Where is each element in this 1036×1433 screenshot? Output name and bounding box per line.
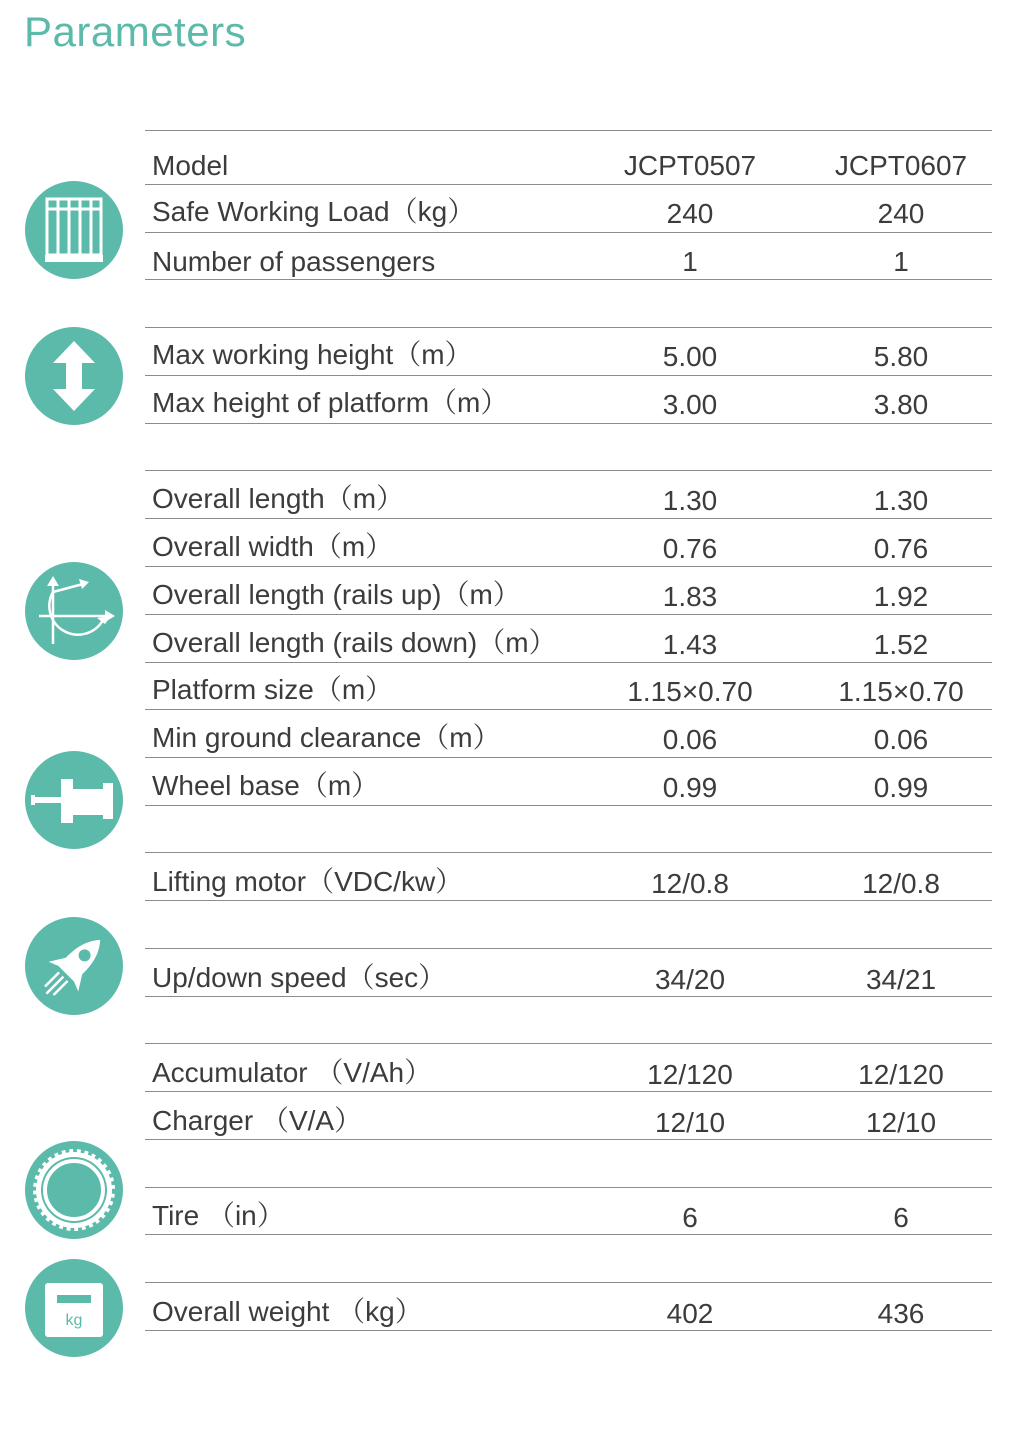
row-value-model-1: 1 [682, 246, 698, 277]
row-label: Overall length (rails up)（m） [152, 579, 521, 610]
row-label: Wheel base（m） [152, 770, 380, 801]
row-label: Overall length (rails down)（m） [152, 627, 557, 658]
table-row [145, 1095, 992, 1141]
row-label: Accumulator （V/Ah） [152, 1057, 433, 1088]
row-value-model-1: 6 [682, 1202, 698, 1233]
table-row [145, 473, 992, 519]
table-rule [145, 423, 992, 424]
row-value-model-2: 6 [893, 1202, 909, 1233]
row-label: Overall width（m） [152, 531, 394, 562]
row-value-model-1: 1.83 [662, 581, 718, 612]
table-rule [145, 948, 992, 949]
table-row [145, 377, 992, 423]
table-row [145, 1190, 992, 1236]
table-rule [145, 232, 992, 233]
vertical-arrows-icon [25, 327, 123, 425]
row-value-model-2: 1 [893, 246, 909, 277]
row-value-model-2: 5.80 [873, 341, 929, 372]
row-value-model-2: 0.99 [873, 772, 929, 803]
row-value-model-1: 0.99 [662, 772, 718, 803]
row-value-model-1: 0.76 [662, 533, 718, 564]
table-row [145, 712, 992, 758]
row-value-model-2: 1.15×0.70 [838, 676, 964, 707]
row-label: Tire （in） [152, 1200, 285, 1231]
row-value-model-2: 1.52 [873, 629, 929, 660]
row-label: Max working height（m） [152, 339, 473, 370]
row-value-model-1: 1.15×0.70 [627, 676, 753, 707]
row-value-model-2: 0.76 [873, 533, 929, 564]
header-label: Model [152, 150, 229, 181]
table-row [145, 186, 992, 232]
weight-icon-label: kg [65, 1312, 83, 1329]
row-value-model-1: 1.43 [662, 629, 718, 660]
table-rule [145, 852, 992, 853]
row-value-model-1: 12/10 [654, 1107, 726, 1138]
row-label: Min ground clearance（m） [152, 722, 501, 753]
row-value-model-2: 240 [877, 198, 925, 229]
table-row [145, 856, 992, 902]
row-value-model-2: 12/0.8 [862, 868, 940, 899]
table-row [145, 664, 992, 710]
table-rule [145, 1282, 992, 1283]
table-row [145, 760, 992, 806]
row-value-model-1: 5.00 [662, 341, 718, 372]
table-row [145, 234, 992, 280]
row-value-model-2: 1.92 [873, 581, 929, 612]
table-header-row [145, 138, 992, 184]
row-value-model-2: 12/10 [865, 1107, 937, 1138]
row-label: Lifting motor（VDC/kw） [152, 866, 464, 897]
axes-rotation-icon [25, 562, 123, 660]
page-title: Parameters [24, 8, 247, 55]
row-value-model-1: 12/120 [647, 1059, 733, 1090]
row-label: Safe Working Load（kg） [152, 196, 476, 227]
table-rule [145, 130, 992, 131]
row-value-model-2: 0.06 [873, 724, 929, 755]
row-value-model-1: 3.00 [662, 389, 718, 420]
row-value-model-2: 34/21 [865, 964, 937, 995]
row-label: Overall weight （kg） [152, 1296, 423, 1327]
row-label: Number of passengers [152, 246, 436, 277]
row-value-model-1: 1.30 [662, 485, 718, 516]
row-label: Max height of platform（m） [152, 387, 509, 418]
motor-icon [25, 751, 123, 849]
row-label: Platform size（m） [152, 674, 394, 705]
table-rule [145, 327, 992, 328]
platform-icon [25, 181, 123, 279]
row-label: Up/down speed（sec） [152, 962, 447, 993]
row-value-model-2: 436 [877, 1298, 925, 1329]
table-rule [145, 1187, 992, 1188]
table-row [145, 329, 992, 375]
table-row [145, 617, 992, 663]
table-row [145, 521, 992, 567]
table-row [145, 952, 992, 998]
table-row [145, 569, 992, 615]
row-value-model-1: 0.06 [662, 724, 718, 755]
header-model-2: JCPT0607 [834, 150, 968, 181]
table-row [145, 1286, 992, 1332]
row-label: Charger （V/A） [152, 1105, 363, 1136]
row-value-model-1: 240 [666, 198, 714, 229]
table-rule [145, 470, 992, 471]
weight-icon [25, 1259, 123, 1357]
row-value-model-2: 1.30 [873, 485, 929, 516]
table-rule [145, 184, 992, 185]
row-value-model-1: 12/0.8 [651, 868, 729, 899]
table-rule [145, 375, 992, 376]
table-row [145, 1047, 992, 1093]
row-value-model-1: 402 [666, 1298, 714, 1329]
rocket-icon [25, 917, 123, 1015]
row-label: Overall length（m） [152, 483, 405, 514]
header-model-1: JCPT0507 [623, 150, 757, 181]
tire-icon [25, 1141, 123, 1239]
row-value-model-2: 12/120 [858, 1059, 944, 1090]
row-value-model-2: 3.80 [873, 389, 929, 420]
row-value-model-1: 34/20 [654, 964, 726, 995]
table-rule [145, 1043, 992, 1044]
